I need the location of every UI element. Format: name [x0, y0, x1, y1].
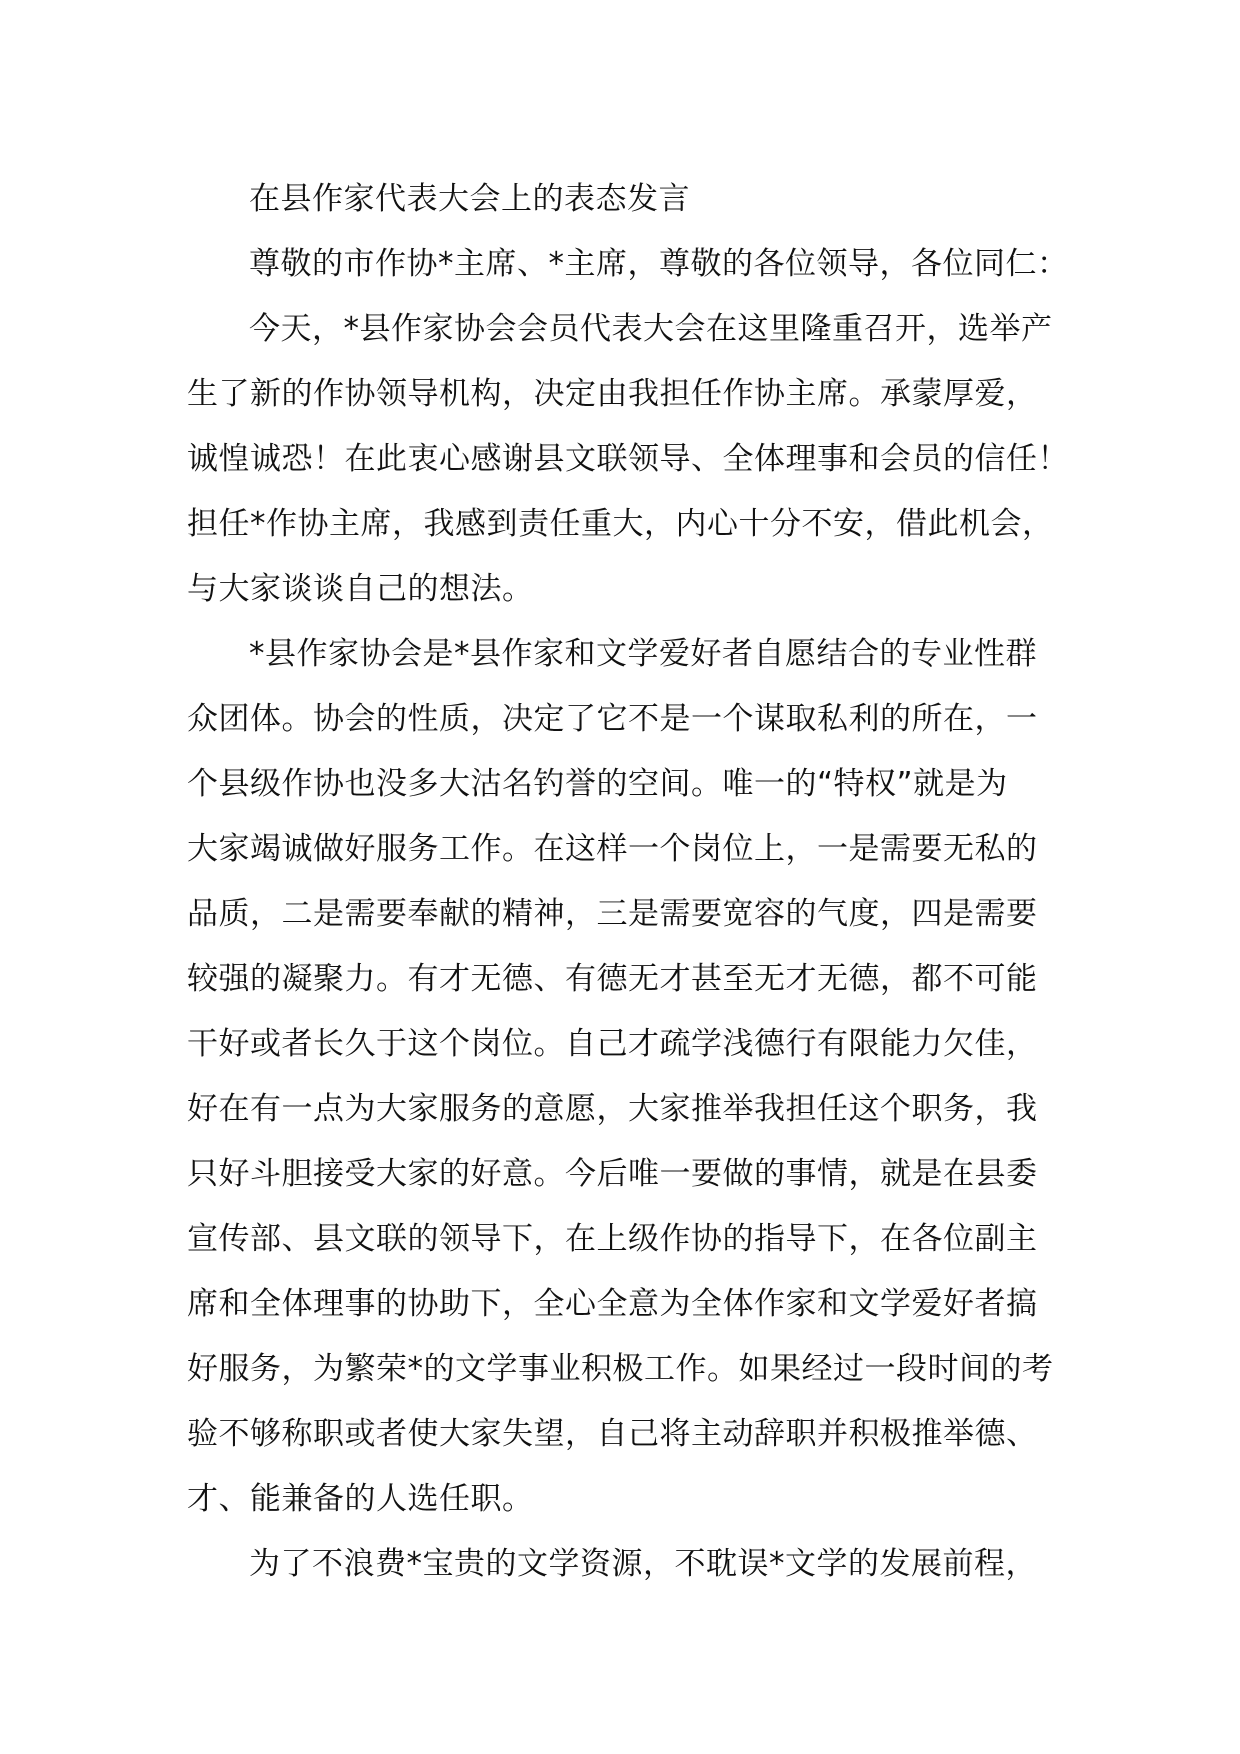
document-body [187, 167, 1067, 1597]
paragraph-line: 个县级作协也没多大沽名钓誉的空间。唯一的“特权”就是为 [187, 766, 1008, 802]
paragraph-line: 只好斗胆接受大家的好意。今后唯一要做的事情，就是在县委 [187, 1156, 1038, 1192]
paragraph-line: 今天，*县作家协会会员代表大会在这里隆重召开，选举产 [249, 311, 1053, 347]
paragraph-line: 席和全体理事的协助下，全心全意为全体作家和文学爱好者搞 [187, 1286, 1038, 1322]
paragraph-line: 与大家谈谈自己的想法。 [187, 571, 534, 607]
paragraph-line: 生了新的作协领导机构，决定由我担任作协主席。承蒙厚爱， [187, 376, 1038, 412]
document-title: 在县作家代表大会上的表态发言 [249, 181, 690, 217]
paragraph-line: 担任*作协主席，我感到责任重大，内心十分不安，借此机会， [187, 506, 1054, 542]
paragraph-3 [187, 1532, 1067, 1597]
paragraph-line: 才、能兼备的人选任职。 [187, 1481, 534, 1517]
paragraph-line: 干好或者长久于这个岗位。自己才疏学浅德行有限能力欠佳， [187, 1026, 1038, 1062]
paragraph-line: 好在有一点为大家服务的意愿，大家推举我担任这个职务，我 [187, 1091, 1038, 1127]
paragraph-line: 诚惶诚恐！在此衷心感谢县文联领导、全体理事和会员的信任！ [187, 441, 1069, 477]
paragraph-1 [187, 297, 1067, 622]
paragraph-line: 为了不浪费*宝贵的文学资源，不耽误*文学的发展前程， [249, 1546, 1037, 1582]
paragraph-line: 验不够称职或者使大家失望，自己将主动辞职并积极推举德、 [187, 1416, 1038, 1452]
paragraph-line: 大家竭诚做好服务工作。在这样一个岗位上，一是需要无私的 [187, 831, 1038, 867]
salutation: 尊敬的市作协*主席、*主席，尊敬的各位领导，各位同仁： [249, 246, 1069, 282]
paragraph-line: 宣传部、县文联的领导下，在上级作协的指导下，在各位副主 [187, 1221, 1038, 1257]
paragraph-line: 众团体。协会的性质，决定了它不是一个谋取私利的所在，一 [187, 701, 1038, 737]
paragraph-line: 品质，二是需要奉献的精神，三是需要宽容的气度，四是需要 [187, 896, 1038, 932]
paragraph-2 [187, 622, 1067, 1532]
paragraph-line: 较强的凝聚力。有才无德、有德无才甚至无才无德，都不可能 [187, 961, 1038, 997]
paragraph-line: *县作家协会是*县作家和文学爱好者自愿结合的专业性群 [249, 636, 1037, 672]
paragraph-line: 好服务，为繁荣*的文学事业积极工作。如果经过一段时间的考 [187, 1351, 1054, 1387]
